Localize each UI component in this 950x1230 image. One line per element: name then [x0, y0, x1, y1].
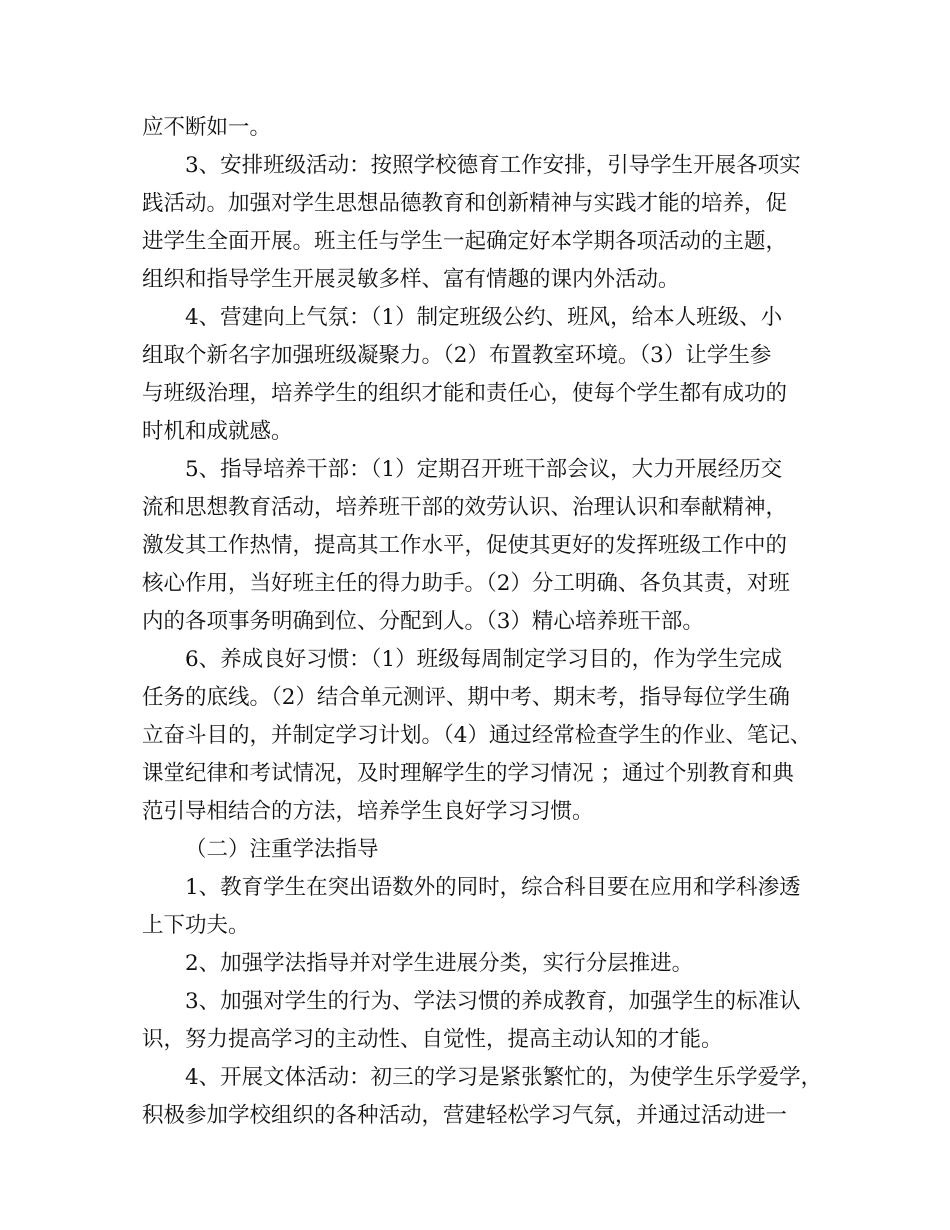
- text-line: 时机和成就感。: [142, 419, 293, 444]
- section-heading: （二）注重学法指导: [185, 837, 379, 862]
- text-line: 核心作用，当好班主任的得力助手。（2）分工明确、各负其责，对班: [142, 571, 790, 596]
- text-line: 6、养成良好习惯：（1）班级每周制定学习目的，作为学生完成: [185, 647, 783, 672]
- text-line: 3、安排班级活动：按照学校德育工作安排，引导学生开展各项实: [185, 153, 801, 178]
- text-line: 3、加强对学生的行为、学法习惯的养成教育，加强学生的标准认: [185, 989, 801, 1014]
- text-line: 识，努力提高学习的主动性、自觉性，提高主动认知的才能。: [142, 1027, 723, 1052]
- text-line: 5、指导培养干部：（1）定期召开班干部会议，大力开展经历交: [185, 457, 783, 482]
- text-line: 组织和指导学生开展灵敏多样、富有情趣的课内外活动。: [142, 267, 680, 292]
- text-line: 课堂纪律和考试情况，及时理解学生的学习情况 ；通过个别教育和典: [142, 761, 794, 786]
- document-body: [142, 109, 822, 1135]
- text-line: 内的各项事务明确到位、分配到人。（3）精心培养班干部。: [142, 609, 704, 634]
- text-line: 1、教育学生在突出语数外的同时，综合科目要在应用和学科渗透: [185, 875, 801, 900]
- text-line: 进学生全面开展。班主任与学生一起确定好本学期各项活动的主题，: [142, 229, 788, 254]
- text-line: 范引导相结合的方法，培养学生良好学习习惯。: [142, 799, 594, 824]
- text-line: 组取个新名字加强班级凝聚力。（2）布置教室环境。（3）让学生参: [142, 343, 772, 368]
- text-line: 践活动。加强对学生思想品德教育和创新精神与实践才能的培养，促: [142, 191, 788, 216]
- text-line: 4、开展文体活动：初三的学习是紧张繁忙的，为使学生乐学爱学，: [185, 1065, 823, 1090]
- text-line: 与班级治理，培养学生的组织才能和责任心，使每个学生都有成功的: [142, 381, 788, 406]
- text-line: 积极参加学校组织的各种活动，营建轻松学习气氛，并通过活动进一: [142, 1103, 788, 1128]
- text-line: 2、加强学法指导并对学生进展分类，实行分层推进。: [185, 951, 694, 976]
- text-line: 应不断如一。: [142, 115, 272, 140]
- text-line: 激发其工作热情，提高其工作水平，促使其更好的发挥班级工作中的: [142, 533, 788, 558]
- text-line: 流和思想教育活动，培养班干部的效劳认识、治理认识和奉献精神，: [142, 495, 788, 520]
- text-line: 立奋斗目的，并制定学习计划。（4）通过经常检查学生的作业、笔记、: [142, 723, 812, 748]
- text-line: 任务的底线。（2）结合单元测评、期中考、期末考，指导每位学生确: [142, 685, 790, 710]
- text-line: 上下功夫。: [142, 913, 250, 938]
- text-line: 4、营建向上气氛：（1）制定班级公约、班风，给本人班级、小: [185, 305, 783, 330]
